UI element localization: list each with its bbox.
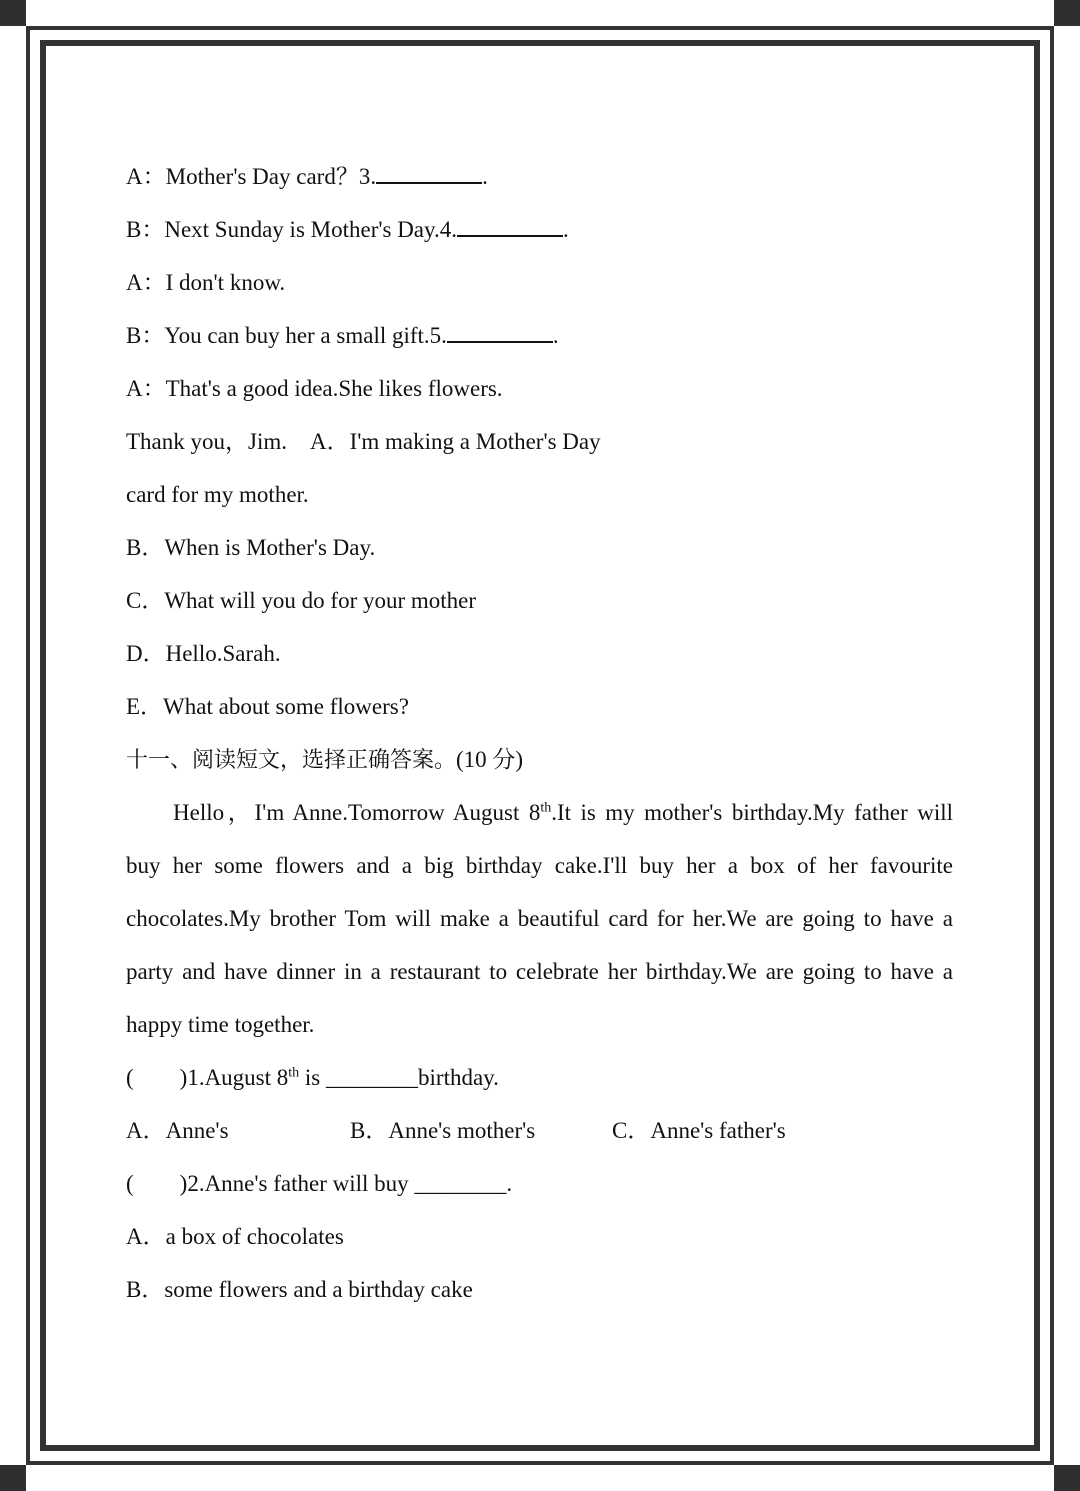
- question-suffix: birthday.: [418, 1065, 499, 1090]
- section-heading: [126, 733, 953, 786]
- speaker-label: A：: [126, 164, 166, 189]
- dialogue-line: [126, 150, 953, 203]
- passage-line-2: buy her some flowers and a big birthday cake.I'll buy her a box of her favourite: [126, 853, 953, 878]
- option-b[interactable]: B．some flowers and a birthday cake: [126, 1277, 473, 1302]
- question-text: is: [299, 1065, 327, 1090]
- answer-blank-5[interactable]: [447, 319, 553, 343]
- dialogue-end: .: [563, 217, 569, 242]
- speaker-label: B：: [126, 323, 165, 348]
- question-1: [126, 1051, 953, 1104]
- dialogue-end: .: [552, 323, 559, 348]
- question-blank[interactable]: ________: [326, 1065, 419, 1090]
- corner-mark-bottom-right: [1054, 1465, 1080, 1491]
- corner-mark-top-left: [0, 0, 26, 26]
- speaker-label: A：: [126, 376, 166, 401]
- choice-item-b: B．When is Mother's Day.: [126, 535, 376, 560]
- closing-line-continued: card for my mother.: [126, 482, 309, 507]
- option-c[interactable]: C．Anne's father's: [612, 1118, 786, 1143]
- dialogue-end: .: [482, 164, 488, 189]
- option-a[interactable]: A．Anne's: [126, 1118, 229, 1143]
- dialogue-line: [126, 256, 953, 309]
- dialogue-line: [126, 203, 953, 256]
- choice-item-d: D．Hello.Sarah.: [126, 641, 281, 666]
- closing-line: Thank you，Jim. A．I'm making a Mother's Day: [126, 429, 601, 454]
- speaker-label: B：: [126, 217, 165, 242]
- passage-line-4: party and have dinner in a restaurant to celebrate her birthday.We are going to have a: [126, 959, 953, 984]
- passage-line-3: chocolates.My brother Tom will make a beautiful card for her.We are going to have a: [126, 906, 953, 931]
- question-suffix: .: [506, 1171, 513, 1196]
- superscript: th: [288, 1065, 300, 1081]
- dialogue-text: Next Sunday is Mother's Day.4.: [164, 217, 458, 242]
- dialogue-text: That's a good idea.She likes flowers.: [165, 376, 503, 401]
- dialogue-text: You can buy her a small gift.5.: [164, 323, 447, 348]
- dialogue-line: [126, 362, 953, 415]
- question-blank[interactable]: ________: [414, 1171, 507, 1196]
- choice-item-c: C．What will you do for your mother: [126, 588, 477, 613]
- speaker-label: A：: [126, 270, 166, 295]
- worksheet-content: [126, 150, 953, 1316]
- passage-line-1: [126, 786, 953, 839]
- superscript: th: [540, 800, 552, 816]
- option-b[interactable]: B．Anne's mother's: [350, 1118, 536, 1143]
- answer-blank-4[interactable]: [457, 213, 563, 237]
- dialogue-text: Mother's Day card？3.: [165, 164, 377, 189]
- dialogue-text: I don't know.: [165, 270, 286, 295]
- question-prefix: ( )2.Anne's father will buy: [126, 1171, 415, 1196]
- choice-item-e: E．What about some flowers?: [126, 694, 409, 719]
- corner-mark-bottom-left: [0, 1465, 26, 1491]
- section-title: 十一、阅读短文，选择正确答案。: [126, 748, 457, 773]
- dialogue-line: [126, 309, 953, 362]
- option-a[interactable]: A．a box of chocolates: [126, 1224, 344, 1249]
- passage-line-5: happy time together.: [126, 1012, 315, 1037]
- passage-text: Hello，I'm Anne.Tomorrow August 8: [173, 800, 541, 825]
- passage-text: .It is my mother's birthday.My father will: [551, 800, 953, 825]
- question-1-options: [126, 1104, 953, 1157]
- answer-blank-3[interactable]: [376, 160, 482, 184]
- question-prefix: ( )1.August 8: [126, 1065, 289, 1090]
- corner-mark-top-right: [1054, 0, 1080, 26]
- question-2: [126, 1157, 953, 1210]
- section-score: (10 分): [456, 747, 524, 772]
